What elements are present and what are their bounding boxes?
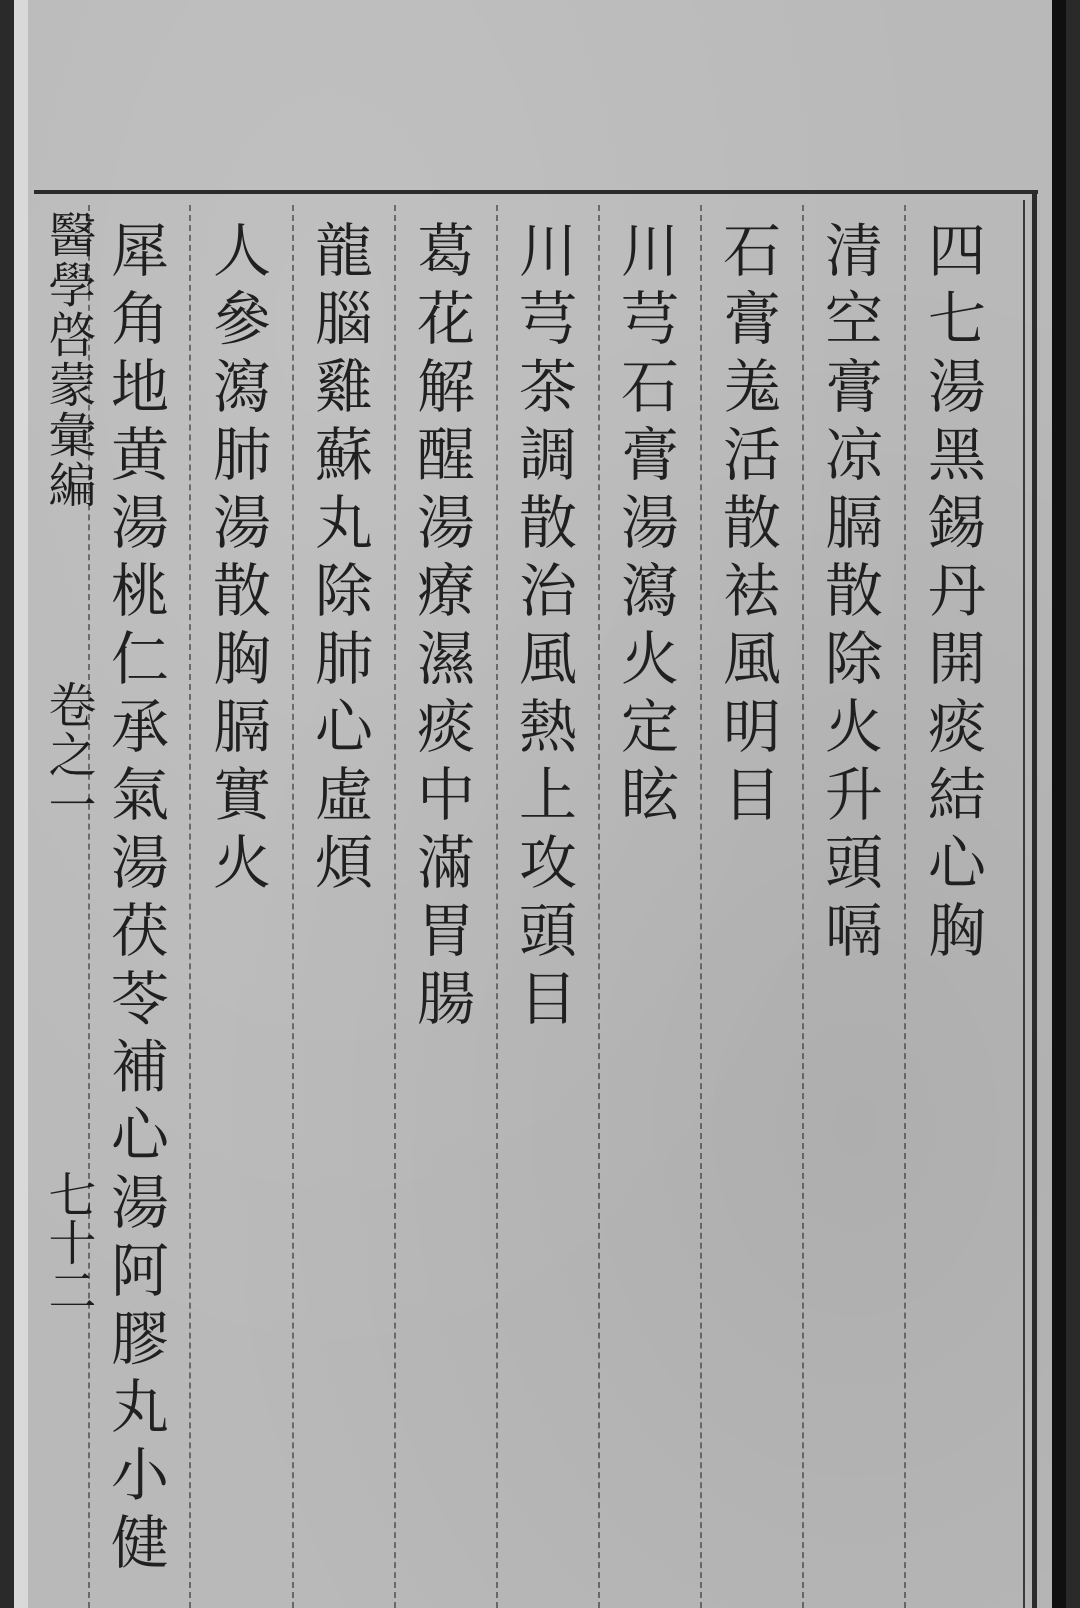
frame-top-border (34, 190, 1038, 194)
page-number: 七十二 (40, 1170, 96, 1314)
text-column-7: 龍腦雞蘇丸除肺心虛煩 (305, 220, 373, 900)
frame-right-inner-border (1023, 200, 1025, 1608)
text-column-4: 川芎石膏湯瀉火定眩 (611, 220, 679, 832)
text-column-6: 葛花解醒湯療濕痰中滿胃腸 (407, 220, 475, 1036)
text-column-9: 犀角地黄湯桃仁承氣湯茯苓補心湯阿膠丸小健 (101, 220, 169, 1580)
page-left-edge (14, 0, 28, 1608)
text-column-2: 清空膏凉膈散除火升頭嗝 (815, 220, 883, 968)
page-right-edge (1052, 0, 1066, 1608)
book-title: 醫學啓蒙彙編 (40, 210, 96, 510)
margin-strip (34, 210, 96, 1608)
frame-right-border (1032, 192, 1037, 1608)
text-column-8: 人參瀉肺湯散胸膈實火 (203, 220, 271, 900)
text-column-1: 四七湯黑錫丹開痰結心胸 (918, 220, 986, 968)
text-column-3: 石膏羗活散袪風明目 (713, 220, 781, 832)
volume-label: 卷之一 (40, 680, 96, 830)
scanned-page (14, 0, 1066, 1608)
text-column-5: 川芎茶調散治風熱上攻頭目 (509, 220, 577, 1036)
